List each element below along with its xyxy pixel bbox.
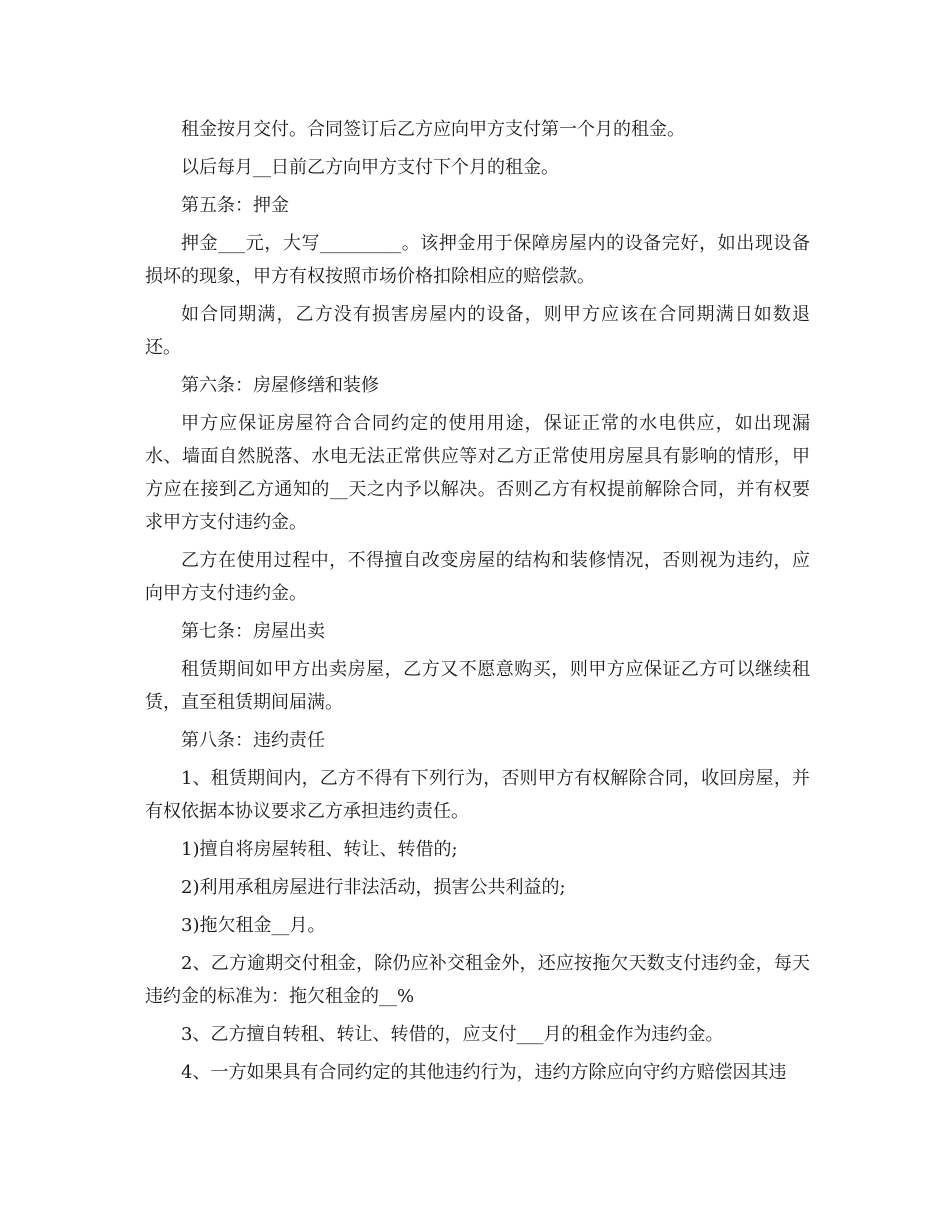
paragraph-breach-1: 1、租赁期间内，乙方不得有下列行为，否则甲方有权解除合同，收回房屋，并有权依据本协议要求乙方承担违约责任。 <box>145 768 810 822</box>
heading-article-5: 第五条：押金 <box>181 195 289 216</box>
heading-article-8: 第八条：违约责任 <box>181 730 325 751</box>
paragraph-house-sale: 租赁期间如甲方出卖房屋，乙方又不愿意购买，则甲方应保证乙方可以继续租赁，直至租赁期间届满。 <box>145 659 810 713</box>
paragraph-deposit: 押金___元，大写_________。该押金用于保障房屋内的设备完好，如出现设备损坏的现象，甲方有权按照市场价格扣除相应的赔偿款。 <box>145 233 810 287</box>
paragraph-monthly-payment: 以后每月__日前乙方向甲方支付下个月的租金。 <box>181 157 559 178</box>
paragraph-repair-obligation: 甲方应保证房屋符合合同约定的使用用途，保证正常的水电供应，如出现漏水、墙面自然脱落、水电无法正常供应等对乙方正常使用房屋具有影响的情形，甲方应在接到乙方通知的__天之内予以解决。否则乙方有权提前解除合同，并有权要求甲方支付违约金。 <box>145 413 810 533</box>
paragraph-breach-4: 4、一方如果具有合同约定的其他违约行为，违约方除应向守约方赔偿因其违 <box>181 1062 787 1083</box>
heading-article-6: 第六条：房屋修缮和装修 <box>181 375 379 396</box>
paragraph-rent-payment: 租金按月交付。合同签订后乙方应向甲方支付第一个月的租金。 <box>181 119 685 140</box>
paragraph-deposit-return: 如合同期满，乙方没有损害房屋内的设备，则甲方应该在合同期满日如数退还。 <box>145 304 810 358</box>
document-body <box>145 113 810 1094</box>
paragraph-no-alteration: 乙方在使用过程中，不得擅自改变房屋的结构和装修情况，否则视为违约，应向甲方支付违约金。 <box>145 550 810 604</box>
paragraph-breach-2: 2、乙方逾期交付租金，除仍应补交租金外，还应按拖欠天数支付违约金，每天违约金的标准为：拖欠租金的__% <box>145 953 810 1007</box>
heading-article-7: 第七条：房屋出卖 <box>181 621 325 642</box>
paragraph-breach-3: 3、乙方擅自转租、转让、转借的，应支付___月的租金作为违约金。 <box>181 1024 724 1045</box>
paragraph-breach-1-item-1: 1)擅自将房屋转租、转让、转借的; <box>181 839 458 860</box>
paragraph-breach-1-item-2: 2)利用承租房屋进行非法活动，损害公共利益的; <box>181 877 566 898</box>
paragraph-breach-1-item-3: 3)拖欠租金__月。 <box>181 915 326 936</box>
